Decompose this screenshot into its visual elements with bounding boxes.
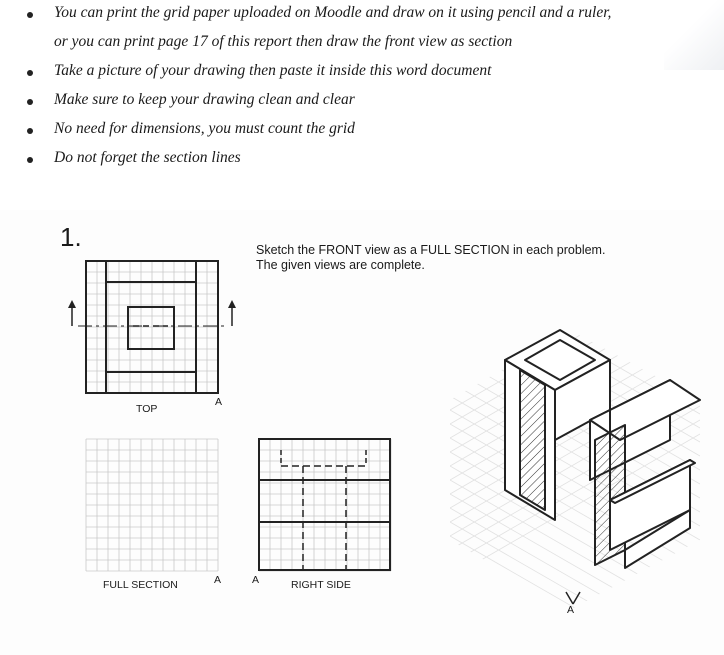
- bullet-dot: [27, 12, 33, 18]
- full-section-grid: [86, 439, 218, 571]
- instruction-line-2: The given views are complete.: [256, 258, 425, 272]
- right-side-view: [259, 439, 390, 570]
- cut-label-top: A: [215, 396, 223, 408]
- page-corner-shade: [664, 0, 724, 70]
- worksheet-image: [0, 210, 724, 655]
- bullet-dot: [27, 157, 33, 163]
- bullet-text-continuation: or you can print page 17 of this report then draw the front view as section: [54, 33, 513, 50]
- cut-label-section: A: [214, 574, 222, 586]
- bullet-text: Take a picture of your drawing then paste it inside this word document: [54, 62, 492, 79]
- bullet-dot: [27, 99, 33, 105]
- right-side-label: RIGHT SIDE: [291, 579, 351, 591]
- problem-number: 1.: [60, 222, 82, 252]
- bullet-text: You can print the grid paper uploaded on Moodle and draw on it using pencil and a ruler,: [54, 4, 612, 21]
- instruction-line-1: Sketch the FRONT view as a FULL SECTION in each problem.: [256, 243, 606, 257]
- full-section-label: FULL SECTION: [103, 579, 178, 591]
- right-side-grid: [259, 439, 391, 571]
- bullet-text: Do not forget the section lines: [54, 149, 241, 166]
- bullet-dot: [27, 128, 33, 134]
- bullet-text: No need for dimensions, you must count the grid: [54, 120, 355, 137]
- bullet-text: Make sure to keep your drawing clean and clear: [54, 91, 355, 108]
- bullet-dot: [27, 70, 33, 76]
- cut-label-right: A: [252, 574, 260, 586]
- iso-cut-label: A: [567, 604, 575, 616]
- top-view-label: TOP: [136, 403, 158, 415]
